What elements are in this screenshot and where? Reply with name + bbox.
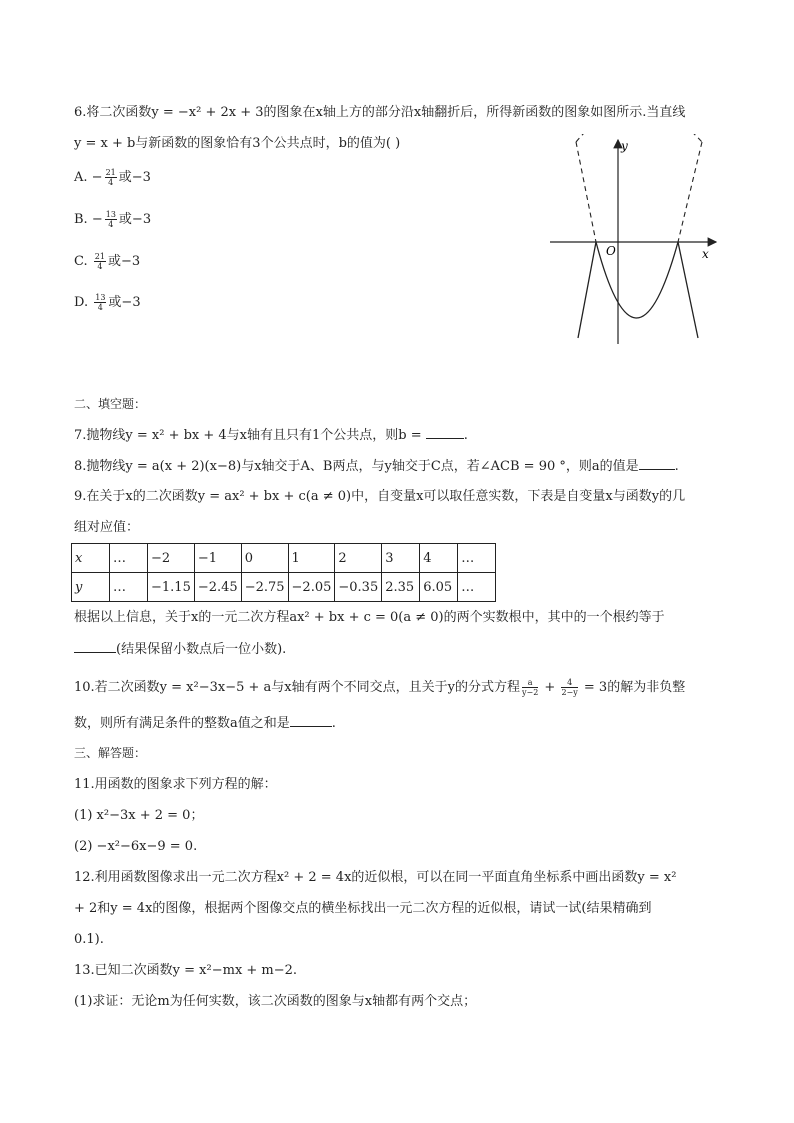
- option-rest: 或−3: [107, 254, 141, 269]
- table-cell: −2.75: [241, 573, 288, 602]
- q6-line1: 6.将二次函数y = −x² + 2x + 3的图象在x轴上方的部分沿x轴翻折后，所得新函数的图象如图所示.当直线: [74, 105, 686, 120]
- q10-plus: +: [540, 680, 560, 695]
- q11-part2: (2) −x²−6x−9 = 0.: [74, 839, 198, 854]
- section-2-heading: 二、填空题：: [74, 397, 147, 411]
- option-rest: 或−3: [108, 295, 141, 310]
- option-fraction: $\frac{21}{4}$: [105, 168, 116, 187]
- q9-line4: [74, 640, 286, 658]
- dashed-right-branch: [678, 142, 702, 242]
- table-cell: −1.15: [148, 573, 195, 602]
- q10-line2: 数，则所有满足条件的整数a值之和是 .: [74, 716, 336, 731]
- q9-line3: 根据以上信息，关于x的一元二次方程ax² + bx + c = 0(a ≠ 0)的两个实数根中，其中的一个根约等于: [74, 610, 665, 625]
- q9-line4-text: (结果保留小数点后一位小数).: [116, 642, 287, 657]
- q11-stem: 11.用函数的图象求下列方程的解：: [74, 777, 277, 792]
- table-cell: 3: [382, 544, 420, 573]
- table-cell: …: [110, 544, 148, 573]
- option-sign: −: [91, 212, 103, 227]
- q6-graph-figure: [548, 134, 723, 346]
- q9-line1: 9.在关于x的二次函数y = ax² + bx + c(a ≠ 0)中，自变量x可以取任意实数，下表是自变量x与函数y的几: [74, 489, 686, 504]
- q6-option-b[interactable]: [74, 210, 151, 229]
- q10-part2: = 3的解为非负整: [579, 680, 686, 695]
- q10-line2-text: 数，则所有满足条件的整数a值之和是: [74, 716, 290, 731]
- table-cell: …: [458, 544, 496, 573]
- table-row-y: [72, 573, 496, 602]
- q10-line1: [74, 678, 685, 697]
- table-cell: −0.35: [335, 573, 382, 602]
- table-cell: 6.05: [420, 573, 458, 602]
- q8-answer-blank[interactable]: [639, 457, 675, 470]
- table-cell: …: [458, 573, 496, 602]
- q6-option-c[interactable]: [74, 252, 140, 271]
- y-axis-label: y: [621, 139, 628, 153]
- origin-label: O: [606, 244, 616, 258]
- q12-line3: 0.1).: [74, 932, 104, 947]
- table-cell: −2: [148, 544, 195, 573]
- q10-fraction-1: $\frac{a}{y-2}$: [521, 678, 539, 697]
- q9-value-table: [71, 543, 496, 602]
- table-cell: −2.05: [288, 573, 335, 602]
- table-cell: x: [72, 544, 110, 573]
- table-cell: 2.35: [382, 573, 420, 602]
- option-fraction: $\frac{21}{4}$: [94, 252, 105, 271]
- option-label: C.: [74, 254, 88, 269]
- table-cell: 2: [335, 544, 382, 573]
- x-axis-label: x: [702, 247, 709, 261]
- q13-part1: (1)求证：无论m为任何实数，该二次函数的图象与x轴都有两个交点；: [74, 994, 477, 1009]
- option-label: B.: [74, 212, 88, 227]
- q11-part1: (1) x²−3x + 2 = 0；: [74, 808, 204, 823]
- q10-part1: 10.若二次函数y = x²−3x−5 + a与x轴有两个不同交点，且关于y的分式方程: [74, 680, 520, 695]
- q12-line2: + 2和y = 4x的图像，根据两个图像交点的横坐标找出一元二次方程的近似根，请试一试(结果精确到: [74, 901, 652, 916]
- q10-fraction-2: $\frac{4}{2-y}$: [561, 678, 578, 697]
- q10-answer-blank[interactable]: [290, 714, 332, 727]
- q13-stem: 13.已知二次函数y = x²−mx + m−2.: [74, 963, 298, 978]
- q8-stem: 8.抛物线y = a(x + 2)(x−8)与x轴交于A、B两点，与y轴交于C点，若∠ACB = 90 °，则a的值是: [74, 459, 639, 474]
- table-cell: …: [110, 573, 148, 602]
- table-cell: y: [72, 573, 110, 602]
- option-label: D.: [74, 295, 89, 310]
- table-cell: 4: [420, 544, 458, 573]
- section-3-heading: 三、解答题：: [74, 746, 147, 760]
- table-cell: 1: [288, 544, 335, 573]
- q12-line1: 12.利用函数图像求出一元二次方程x² + 2 = 4x的近似根，可以在同一平面直角坐标系中画出函数y = x²: [74, 870, 677, 885]
- option-rest: 或−3: [118, 212, 152, 227]
- new-function-solid: [578, 242, 698, 338]
- table-row-x: [72, 544, 496, 573]
- option-sign: −: [91, 170, 103, 185]
- q8-text: 8.抛物线y = a(x + 2)(x−8)与x轴交于A、B两点，与y轴交于C点，若∠ACB = 90 °，则a的值是 .: [74, 459, 679, 474]
- table-cell: −2.45: [194, 573, 241, 602]
- table-cell: 0: [241, 544, 288, 573]
- q6-line2: y = x + b与新函数的图象恰有3个公共点时，b的值为( ): [74, 136, 401, 151]
- option-label: A.: [74, 170, 88, 185]
- option-fraction: $\frac{13}{4}$: [95, 293, 106, 312]
- q7-stem: 7.抛物线y = x² + bx + 4与x轴有且只有1个公共点，则b =: [74, 428, 426, 443]
- dashed-left-branch: [576, 142, 596, 242]
- q9-answer-blank[interactable]: [74, 640, 116, 653]
- option-fraction: $\frac{13}{4}$: [105, 210, 116, 229]
- original-parabola-dashed: [576, 134, 702, 142]
- option-rest: 或−3: [118, 170, 151, 185]
- q6-option-d[interactable]: [74, 293, 141, 312]
- table-cell: −1: [194, 544, 241, 573]
- q6-option-a[interactable]: [74, 168, 151, 187]
- q7-answer-blank[interactable]: [426, 426, 464, 439]
- q7-text: 7.抛物线y = x² + bx + 4与x轴有且只有1个公共点，则b = .: [74, 428, 468, 443]
- q9-line2: 组对应值：: [74, 520, 140, 535]
